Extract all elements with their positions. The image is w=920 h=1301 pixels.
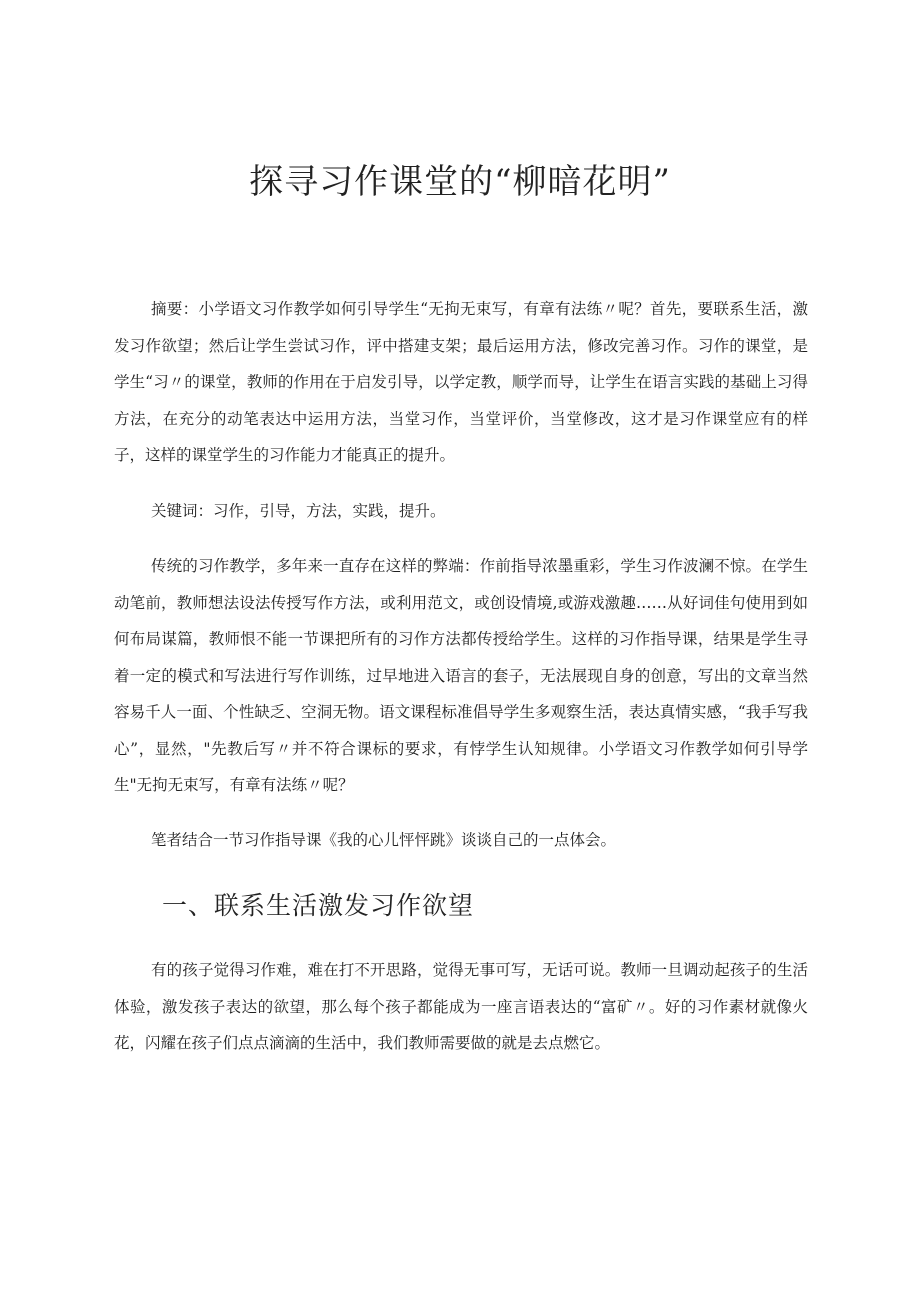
document-title: 探寻习作课堂的“柳暗花明” [249, 162, 671, 202]
section-heading-1: 一、联系生活激发习作欲望 [162, 891, 475, 920]
abstract-paragraph: 摘要：小学语文习作教学如何引导学生“无拘无束写，有章有法练〃呢？首先，要联系生活，激发习作欲望；然后让学生尝试习作，评中搭建支架；最后运用方法，修改完善习作。习作的课堂，是学生“习〃的课堂，教师的作用在于启发引导，以学定教，顺学而导，让学生在语言实践的基础上习得方法，在充分的动笔表达中运用方法，当堂习作，当堂评价，当堂修改，这才是习作课堂应有的样子，这样的课堂学生的习作能力才能真正的提升。 [114, 300, 808, 464]
intro-paragraph: 传统的习作教学，多年来一直存在这样的弊端：作前指导浓墨重彩，学生习作波澜不惊。在学生动笔前，教师想法设法传授写作方法，或利用范文，或创设情境,或游戏激趣……从好词佳句使用到如何布局谋篇，教师恨不能一节课把所有的习作方法都传授给学生。这样的习作指导课，结果是学生寻着一定的模式和写法进行写作训练，过早地进入语言的套子，无法展现自身的创意，写出的文章当然容易千人一面、个性缺乏、空洞无物。语文课程标准倡导学生多观察生活，表达真情实感，“我手写我心”，显然，"先教后写〃并不符合课标的要求，有悖学生认知规律。小学语文习作教学如何引导学生"无拘无束写，有章有法练〃呢？ [114, 557, 808, 794]
author-note-paragraph: 笔者结合一节习作指导课《我的心儿怦怦跳》谈谈自己的一点体会。 [151, 831, 617, 849]
section-1-paragraph: 有的孩子觉得习作难，难在打不开思路，觉得无事可写，无话可说。教师一旦调动起孩子的生活体验，激发孩子表达的欲望，那么每个孩子都能成为一座言语表达的“富矿〃。好的习作素材就像火花，闪耀在孩子们点点滴滴的生活中，我们教师需要做的就是去点燃它。 [114, 961, 808, 1052]
keywords-paragraph: 关键词：习作，引导，方法，实践，提升。 [151, 502, 446, 520]
